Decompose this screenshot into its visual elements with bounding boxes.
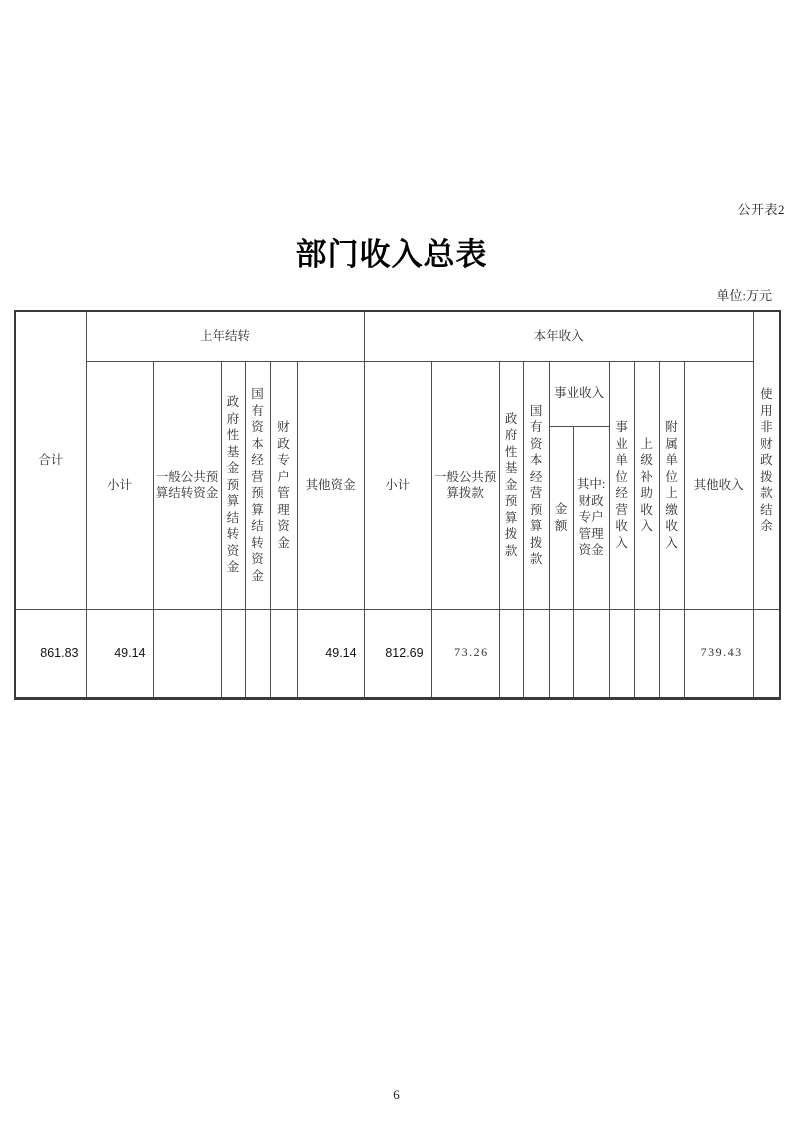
- cell-cur-subtotal: 812.69: [364, 609, 431, 698]
- cell-superior-subsidy-income: [634, 609, 659, 698]
- col-header-affiliated-unit-remittance-income: 附属单位上缴收入: [659, 361, 684, 609]
- col-header-cur-subtotal: 小计: [364, 361, 431, 609]
- col-header-other-income: 其他收入: [684, 361, 753, 609]
- cell-total: 861.83: [15, 609, 86, 698]
- table-row: [15, 609, 780, 698]
- col-header-prev-general-public-budget-carryover: 一般公共预算结转资金: [153, 361, 221, 609]
- page-title: 部门收入总表: [295, 237, 488, 272]
- col-header-prev-fiscal-special-account-funds: 财政专户管理资金: [270, 361, 297, 609]
- cell-prev-govt-fund-budget-carryover: [221, 609, 245, 698]
- col-header-business-income-special-account: 其中:财政专户管理资金: [573, 426, 609, 609]
- cell-cur-general-public-budget-appropriation: 73.26: [431, 609, 499, 698]
- col-header-prev-other-funds: 其他资金: [297, 361, 364, 609]
- cell-prev-other-funds: 49.14: [297, 609, 364, 698]
- col-header-cur-general-public-budget-appropriation: 一般公共预算拨款: [431, 361, 499, 609]
- corner-label: 公开表2: [737, 202, 785, 217]
- group-header-current-year-income: 本年收入: [364, 311, 753, 361]
- col-header-prev-govt-fund-budget-carryover: 政府性基金预算结转资金: [221, 361, 245, 609]
- group-header-prev-year-carryover: 上年结转: [86, 311, 364, 361]
- col-header-cur-govt-fund-budget-appropriation: 政府性基金预算拨款: [499, 361, 523, 609]
- group-header-business-income: 事业收入: [549, 361, 609, 426]
- cell-affiliated-unit-remittance-income: [659, 609, 684, 698]
- cell-non-fiscal-appropriation-balance: [753, 609, 780, 698]
- cell-business-income-special-account: [573, 609, 609, 698]
- cell-cur-state-capital-budget-appropriation: [523, 609, 549, 698]
- income-summary-table: [14, 310, 781, 700]
- col-header-cur-state-capital-budget-appropriation: 国有资本经营预算拨款: [523, 361, 549, 609]
- col-header-prev-state-capital-budget-carryover: 国有资本经营预算结转资金: [245, 361, 270, 609]
- cell-prev-subtotal: 49.14: [86, 609, 153, 698]
- page-number: 6: [393, 1087, 400, 1102]
- col-header-superior-subsidy-income: 上级补助收入: [634, 361, 659, 609]
- cell-business-income-amount: [549, 609, 573, 698]
- col-header-total: 合计: [15, 311, 86, 609]
- col-header-prev-subtotal: 小计: [86, 361, 153, 609]
- unit-note: 单位:万元: [716, 288, 772, 303]
- cell-prev-state-capital-budget-carryover: [245, 609, 270, 698]
- cell-prev-general-public-budget-carryover: [153, 609, 221, 698]
- col-header-business-income-amount: 金额: [549, 426, 573, 609]
- cell-prev-fiscal-special-account-funds: [270, 609, 297, 698]
- cell-business-unit-operating-income: [609, 609, 634, 698]
- cell-cur-govt-fund-budget-appropriation: [499, 609, 523, 698]
- col-header-business-unit-operating-income: 事业单位经营收入: [609, 361, 634, 609]
- cell-other-income: 739.43: [684, 609, 753, 698]
- col-header-non-fiscal-appropriation-balance: 使用非财政拨款结余: [753, 311, 780, 609]
